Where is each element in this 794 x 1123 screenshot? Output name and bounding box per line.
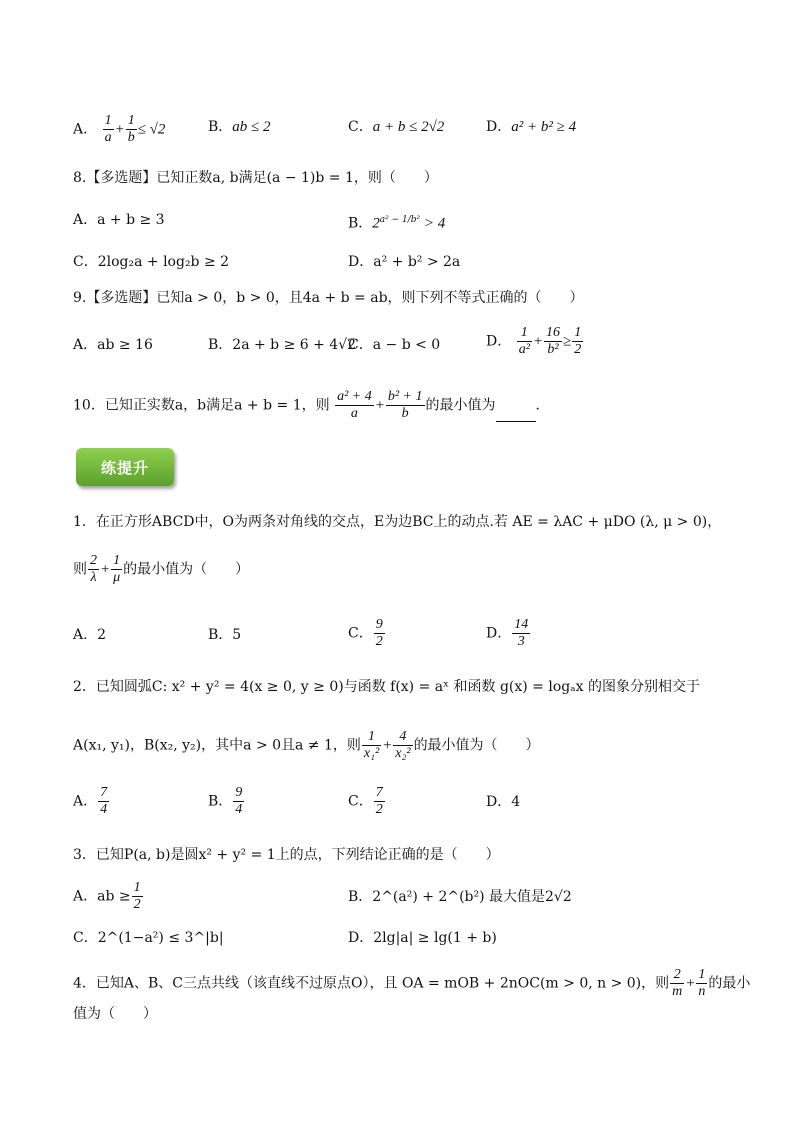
p2-option-d: D．4 (486, 794, 521, 810)
power-exponent: a² − 1/b² (379, 215, 421, 225)
denominator: a (104, 130, 112, 145)
power-base: 2 (372, 215, 380, 232)
option-label: A．ab ≥ (73, 888, 131, 905)
denominator: 2 (133, 897, 141, 912)
q8-option-d: D．a² + b² > 2a (348, 254, 461, 270)
option-text: ab ≤ 2 (232, 119, 271, 135)
fraction (393, 729, 412, 762)
fraction (98, 785, 109, 818)
q7-option-a: A． $\frac{1}{a}$ + $\frac{1}{b}$ ≤ √2 (73, 113, 166, 145)
numerator: 1 (520, 325, 528, 340)
numerator: 1 (368, 729, 376, 744)
numerator: 4 (399, 729, 407, 744)
denominator: n (698, 984, 706, 999)
denominator: 3 (512, 633, 530, 650)
question-8-stem: 8.【多选题】已知正数a, b满足(a − 1)b = 1，则（ ） (73, 170, 438, 186)
numerator: 1 (574, 325, 582, 340)
option-text: a² + b² ≥ 4 (511, 119, 577, 135)
denominator: 4 (235, 802, 243, 817)
fraction (374, 785, 385, 818)
numerator: 7 (100, 785, 108, 800)
p3-option-a (73, 880, 144, 913)
option-label: D． (486, 625, 512, 642)
p3-option-d: D．2lg|a| ≥ lg(1 + b) (348, 930, 497, 946)
denominator: x₁² (363, 746, 380, 761)
numerator: 2 (673, 967, 681, 982)
fraction (512, 617, 530, 650)
denominator: λ (88, 569, 99, 586)
numerator: 1 (113, 553, 121, 568)
denominator: 2 (375, 634, 383, 649)
denominator: 4 (100, 802, 108, 817)
question-9-stem: 9.【多选题】已知a > 0，b > 0，且4a + b = ab，则下列不等式正确的（ ） (73, 290, 584, 306)
denominator: b (127, 130, 135, 145)
numerator: 1 (133, 880, 141, 895)
problem-4-stem-line-2: 值为（ ） (73, 1006, 157, 1022)
fraction (374, 617, 385, 650)
numerator: 1 (698, 967, 706, 982)
q7-option-b (208, 117, 271, 137)
problem-2-stem-line-2: A(x₁, y₁)，B(x₂, y₂)，其中a > 0且a ≠ 1，则 $\frac{1}{\text{x₁²}}$ + $\frac{4}{\text{x₂²}}$ 的最小值为（ ） (73, 729, 540, 761)
stem-text: ． (535, 397, 550, 414)
numerator: b² + 1 (387, 389, 423, 404)
q9-option-b: B．2a + b ≥ 6 + 4√2 (208, 337, 357, 353)
fraction (88, 553, 99, 586)
denominator: a (335, 405, 374, 422)
p1-option-c (348, 617, 386, 650)
problem-2-stem-line-1: 2．已知圆弧C: x² + y² = 4(x ≥ 0, y ≥ 0)与函数 f(x) = aˣ 和函数 g(x) = logₐx 的图象分别相交于 (73, 679, 700, 695)
question-10-stem: 10．已知正实数a，b满足a + b = 1，则 $\frac{\text{a² + 4}}{a}$ + $\frac{\text{b² + 1}}{b}$ 的最小值为 ． (73, 389, 550, 421)
option-text: ≥ (563, 333, 572, 350)
denominator: 2 (574, 342, 582, 357)
section-badge: 练提升 (76, 448, 174, 486)
option-text: > 4 (420, 215, 446, 232)
fraction (132, 880, 143, 913)
q7-option-c (348, 117, 444, 137)
q9-option-c: C．a − b < 0 (348, 337, 441, 353)
numerator: 1 (127, 113, 135, 128)
p1-option-a: A．2 (73, 627, 107, 643)
option-label: C． (348, 793, 373, 810)
fraction (517, 325, 532, 358)
problem-4-stem-line-1: 4．已知A、B、C三点共线（该直线不过原点O），且 OA = mOB + 2nOC(m > 0, n > 0)，则 $\frac{2}{m}$ + $\frac{1}{n}$ 的最小 (73, 967, 751, 999)
numerator: 1 (104, 113, 112, 128)
answer-blank (496, 407, 536, 422)
p3-option-b: B．2^(a²) + 2^(b²) 最大值是2√2 (348, 889, 572, 905)
fraction (386, 389, 425, 422)
option-label: A． (73, 121, 98, 138)
option-label: C． (348, 119, 373, 135)
denominator: μ (113, 570, 121, 585)
option-label: D． (486, 333, 512, 350)
p1-option-d (486, 617, 531, 650)
p2-option-a (73, 785, 110, 818)
denominator: b (386, 405, 425, 422)
denominator: b² (544, 341, 562, 358)
fraction (126, 113, 137, 146)
stem-text: A(x₁, y₁)，B(x₂, y₂)，其中a > 0且a ≠ 1，则 (73, 737, 361, 754)
option-label: D． (486, 119, 512, 135)
numerator: 2 (90, 553, 97, 568)
q9-option-a: A．ab ≥ 16 (73, 337, 153, 353)
q7-option-d (486, 117, 576, 137)
stem-text: 的最小 (708, 975, 751, 992)
option-label: A． (73, 793, 98, 810)
fraction (572, 325, 583, 358)
stem-text: 的最小值为 (425, 397, 496, 414)
numerator: 16 (546, 325, 561, 340)
option-label: C． (348, 625, 373, 642)
q8-option-b (348, 210, 445, 234)
numerator: a² + 4 (337, 389, 372, 404)
q8-option-c: C．2log₂a + log₂b ≥ 2 (73, 254, 230, 270)
fraction (696, 967, 707, 1000)
problem-1-stem-line-1: 1．在正方形ABCD中，O为两条对角线的交点，E为边BC上的动点.若 AE = λAC + μDO (λ, μ > 0)， (73, 514, 722, 530)
q9-option-d: D． $\frac{1}{\text{a²}}$ + $\frac{16}{\text{b²}}$ ≥ $\frac{1}{2}$ (486, 325, 582, 357)
stem-text: 则 (73, 561, 87, 578)
stem-text: 4．已知A、B、C三点共线（该直线不过原点O），且 OA = mOB + 2nOC(m > 0, n > 0)，则 (73, 975, 670, 992)
option-text: a + b ≤ 2√2 (372, 119, 445, 135)
numerator: 9 (235, 785, 243, 800)
p2-option-b (208, 785, 245, 818)
numerator: 7 (375, 785, 383, 800)
problem-3-stem: 3．已知P(a, b)是圆x² + y² = 1上的点，下列结论正确的是（ ） (73, 847, 500, 863)
p2-option-c (348, 785, 386, 818)
fraction (103, 113, 114, 146)
denominator: m (672, 984, 683, 999)
option-text: ≤ √2 (137, 121, 166, 138)
option-label: B． (348, 215, 373, 232)
p3-option-c: C．2^(1−a²) ≤ 3^|b| (73, 930, 224, 946)
option-label: B． (208, 119, 233, 135)
fraction (544, 325, 562, 358)
fraction (362, 729, 381, 762)
fraction (111, 553, 122, 586)
fraction (233, 785, 244, 818)
option-label: B． (208, 793, 233, 810)
q8-option-a: A．a + b ≥ 3 (73, 212, 165, 228)
numerator: 14 (514, 617, 529, 632)
p1-option-b: B．5 (208, 627, 242, 643)
stem-text: 10．已知正实数a，b满足a + b = 1，则 (73, 397, 330, 414)
stem-text: 的最小值为（ ） (413, 737, 540, 754)
numerator: 9 (375, 617, 383, 632)
denominator: a² (518, 342, 530, 357)
fraction (335, 389, 374, 422)
denominator: 2 (375, 802, 383, 817)
fraction (670, 967, 684, 1000)
problem-1-stem-line-2: 则 $\frac{2}{\lambda}$ + $\frac{1}{\mu}$ 的最小值为（ ） (73, 553, 250, 585)
denominator: x₂² (395, 746, 411, 761)
stem-text: 的最小值为（ ） (123, 561, 250, 578)
